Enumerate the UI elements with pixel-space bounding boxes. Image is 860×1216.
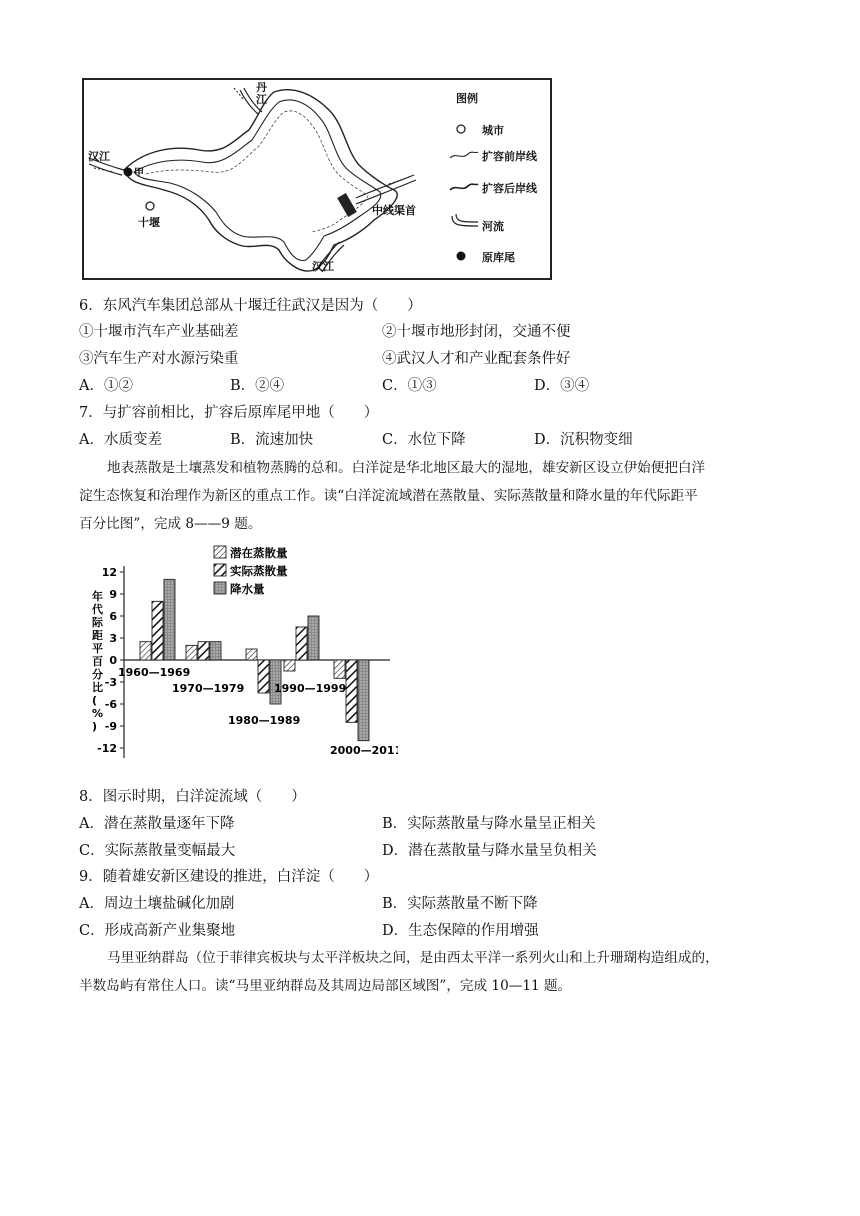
canal-head-gate bbox=[337, 193, 357, 217]
q6-statement-4: ④武汉人才和产业配套条件好 bbox=[382, 351, 571, 367]
legend-swatch-潜在蒸散量 bbox=[214, 546, 226, 558]
legend-reservoir-tail: 原库尾 bbox=[482, 251, 515, 264]
y-tick-label: -6 bbox=[104, 698, 117, 711]
bar-1960—1969-降水量 bbox=[164, 579, 175, 660]
legend-label-实际蒸散量: 实际蒸散量 bbox=[230, 564, 288, 578]
category-label: 1960—1969 bbox=[118, 666, 191, 679]
legend-post-shoreline: 扩容后岸线 bbox=[482, 182, 537, 195]
evapotranspiration-chart bbox=[78, 540, 398, 775]
passage2-line2: 半数岛屿有常住人口。读“马里亚纳群岛及其周边局部区域图”，完成 10—11 题。 bbox=[79, 978, 572, 994]
post-expansion-shoreline bbox=[124, 90, 397, 271]
q8-stem: 8．图示时期，白洋淀流域（ ） bbox=[79, 789, 306, 805]
bar-1990—1999-潜在蒸散量 bbox=[284, 660, 295, 671]
bar-2000—2011-实际蒸散量 bbox=[346, 660, 357, 722]
bar-1990—1999-实际蒸散量 bbox=[296, 627, 307, 660]
y-tick-label: 9 bbox=[109, 588, 117, 601]
legend-swatch-降水量 bbox=[214, 582, 226, 594]
bar-1980—1989-实际蒸散量 bbox=[258, 660, 269, 693]
map-label-hanjiang-west: 汉江 bbox=[88, 150, 110, 163]
q9-option-b[interactable]: B．实际蒸散量不断下降 bbox=[382, 896, 538, 912]
q8-option-a[interactable]: A．潜在蒸散量逐年下降 bbox=[79, 816, 235, 832]
y-axis-label: 年代际距平百分比( % ) bbox=[92, 590, 104, 733]
q8-option-d[interactable]: D．潜在蒸散量与降水量呈负相关 bbox=[382, 843, 597, 859]
city-shiyan bbox=[146, 202, 154, 210]
chart-svg bbox=[78, 540, 398, 775]
category-label: 2000—2011 bbox=[330, 744, 398, 757]
y-tick-label: -12 bbox=[97, 742, 117, 755]
map-legend-title: 图例 bbox=[456, 92, 478, 105]
q8-option-b[interactable]: B．实际蒸散量与降水量呈正相关 bbox=[382, 816, 596, 832]
category-label: 1990—1999 bbox=[274, 682, 347, 695]
q7-option-c[interactable]: C．水位下降 bbox=[382, 432, 466, 448]
bar-1970—1979-降水量 bbox=[210, 642, 221, 660]
q6-stem: 6．东风汽车集团总部从十堰迁往武汉是因为（ ） bbox=[79, 298, 422, 314]
passage1-line1: 地表蒸散是土壤蒸发和植物蒸腾的总和。白洋淀是华北地区最大的湿地，雄安新区设立伊始便把白洋 bbox=[107, 460, 706, 476]
reservoir-map-drawing bbox=[84, 80, 550, 278]
passage2-line1: 马里亚纳群岛（位于菲律宾板块与太平洋板块之间，是由西太平洋一系列火山和上升珊瑚构造组成的， bbox=[107, 950, 719, 966]
q9-stem: 9．随着雄安新区建设的推进，白洋淀（ ） bbox=[79, 869, 379, 885]
map-label-danjiang: 丹 江 bbox=[256, 81, 267, 106]
q6-option-b[interactable]: B．②④ bbox=[230, 378, 285, 394]
q9-option-c[interactable]: C．形成高新产业集聚地 bbox=[79, 923, 236, 939]
q6-statement-1: ①十堰市汽车产业基础差 bbox=[79, 324, 239, 340]
category-label: 1970—1979 bbox=[172, 682, 245, 695]
q7-option-a[interactable]: A．水质变差 bbox=[79, 432, 162, 448]
reservoir-map bbox=[82, 78, 552, 280]
original-reservoir-tail bbox=[124, 168, 133, 177]
q9-option-a[interactable]: A．周边土壤盐碱化加剧 bbox=[79, 896, 235, 912]
y-tick-label: -3 bbox=[104, 676, 117, 689]
y-tick-label: 0 bbox=[109, 654, 117, 667]
legend-pre-shoreline: 扩容前岸线 bbox=[482, 150, 537, 163]
q7-stem: 7．与扩容前相比，扩容后原库尾甲地（ ） bbox=[79, 405, 379, 421]
category-label: 1980—1989 bbox=[228, 714, 301, 727]
map-label-hanjiang-south: 汉江 bbox=[312, 260, 334, 273]
q6-statement-2: ②十堰市地形封闭，交通不便 bbox=[382, 324, 571, 340]
map-label-jia: 甲 bbox=[134, 168, 144, 179]
pre-expansion-shoreline bbox=[134, 100, 381, 261]
y-tick-label: 12 bbox=[101, 566, 117, 579]
q6-option-a[interactable]: A．①② bbox=[79, 378, 133, 394]
y-tick-label: -9 bbox=[104, 720, 117, 733]
bar-1960—1969-潜在蒸散量 bbox=[140, 642, 151, 660]
map-label-canal-head: 中线渠首 bbox=[372, 204, 416, 217]
passage1-line3: 百分比图”，完成 8——9 题。 bbox=[79, 516, 262, 532]
legend-label-降水量: 降水量 bbox=[230, 582, 265, 596]
legend-swatch-实际蒸散量 bbox=[214, 564, 226, 576]
legend-river: 河流 bbox=[482, 220, 504, 233]
bar-2000—2011-潜在蒸散量 bbox=[334, 660, 345, 678]
q7-option-d[interactable]: D．沉积物变细 bbox=[534, 432, 633, 448]
passage1-line2: 淀生态恢复和治理作为新区的重点工作。读“白洋淀流域潜在蒸散量、实际蒸散量和降水量的年代际距平 bbox=[79, 488, 698, 504]
bar-2000—2011-降水量 bbox=[358, 660, 369, 741]
map-label-shiyan: 十堰 bbox=[138, 216, 160, 229]
q9-option-d[interactable]: D．生态保障的作用增强 bbox=[382, 923, 539, 939]
bar-1970—1979-潜在蒸散量 bbox=[186, 645, 197, 660]
bar-1990—1999-降水量 bbox=[308, 616, 319, 660]
bar-1960—1969-实际蒸散量 bbox=[152, 601, 163, 660]
q7-option-b[interactable]: B．流速加快 bbox=[230, 432, 314, 448]
y-tick-label: 3 bbox=[109, 632, 117, 645]
bar-1970—1979-实际蒸散量 bbox=[198, 642, 209, 660]
y-tick-label: 6 bbox=[109, 610, 117, 623]
q6-option-c[interactable]: C．①③ bbox=[382, 378, 437, 394]
q6-option-d[interactable]: D．③④ bbox=[534, 378, 590, 394]
q8-option-c[interactable]: C．实际蒸散量变幅最大 bbox=[79, 843, 236, 859]
q6-statement-3: ③汽车生产对水源污染重 bbox=[79, 351, 239, 367]
legend-city: 城市 bbox=[482, 124, 504, 137]
bar-1980—1989-潜在蒸散量 bbox=[246, 649, 257, 660]
legend-label-潜在蒸散量: 潜在蒸散量 bbox=[230, 546, 288, 560]
